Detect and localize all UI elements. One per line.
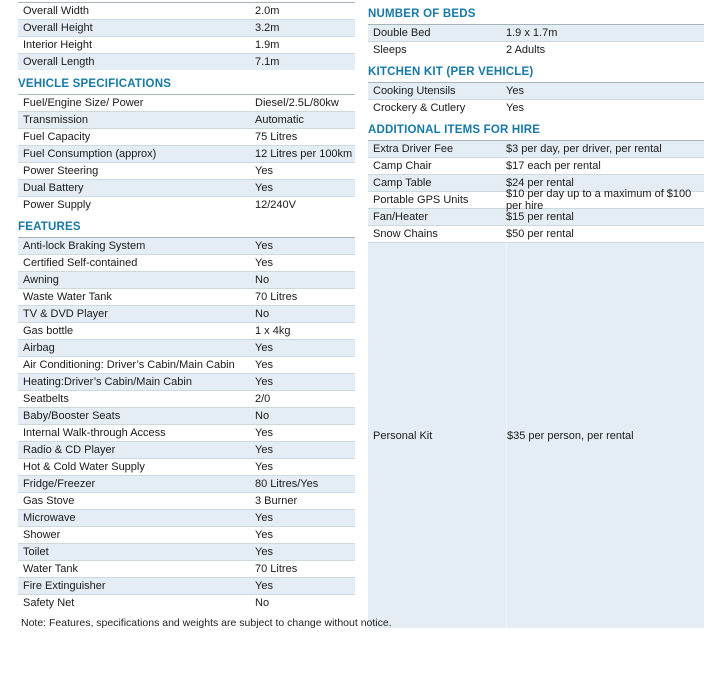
spec-row bbox=[368, 225, 704, 242]
spec-value: $10 per day up to a maximum of $100 per hire bbox=[506, 188, 692, 212]
spec-value: Yes bbox=[255, 461, 273, 473]
spec-label: Extra Driver Fee bbox=[373, 143, 454, 155]
spec-row bbox=[18, 492, 355, 509]
spec-label: Personal Kit bbox=[368, 243, 507, 628]
spec-value: $3 per day, per driver, per rental bbox=[506, 143, 662, 155]
spec-value: Yes bbox=[255, 546, 273, 558]
spec-label: Awning bbox=[23, 274, 59, 286]
spec-label: Crockery & Cutlery bbox=[373, 102, 466, 114]
spec-value: Yes bbox=[255, 444, 273, 456]
spec-label: Microwave bbox=[23, 512, 76, 524]
spec-label: Overall Width bbox=[23, 5, 90, 17]
spec-value: Yes bbox=[255, 376, 273, 388]
section-heading: VEHICLE SPECIFICATIONS bbox=[18, 78, 172, 90]
spec-value: Yes bbox=[255, 580, 273, 592]
spec-row bbox=[18, 424, 355, 441]
spec-label: Gas Stove bbox=[23, 495, 75, 507]
spec-row bbox=[18, 196, 355, 213]
spec-row bbox=[18, 322, 355, 339]
spec-row bbox=[18, 407, 355, 424]
section-heading: FEATURES bbox=[18, 221, 81, 233]
spec-row bbox=[18, 594, 355, 611]
spec-value: No bbox=[255, 410, 270, 422]
spec-row bbox=[18, 179, 355, 196]
spec-row bbox=[18, 2, 355, 19]
spec-value: Yes bbox=[255, 427, 273, 439]
spec-value: 2 Adults bbox=[506, 44, 546, 56]
spec-row bbox=[18, 111, 355, 128]
spec-row bbox=[368, 157, 704, 174]
spec-label: Overall Length bbox=[23, 56, 95, 68]
spec-row bbox=[18, 560, 355, 577]
spec-table bbox=[18, 237, 355, 611]
spec-label: Sleeps bbox=[373, 44, 407, 56]
spec-value: $35 per person, per rental bbox=[507, 429, 634, 442]
spec-label: Dual Battery bbox=[23, 182, 84, 194]
spec-value: No bbox=[255, 597, 270, 609]
spec-value: 75 Litres bbox=[255, 131, 298, 143]
spec-label: Double Bed bbox=[373, 27, 431, 39]
spec-value: 7.1m bbox=[255, 56, 280, 68]
spec-row bbox=[368, 41, 704, 58]
spec-value: Yes bbox=[255, 165, 273, 177]
spec-label: Power Steering bbox=[23, 165, 99, 177]
spec-row bbox=[368, 208, 704, 225]
spec-value: Yes bbox=[255, 342, 273, 354]
spec-value: 1.9 x 1.7m bbox=[506, 27, 558, 39]
spec-label: Fuel Consumption (approx) bbox=[23, 148, 157, 160]
spec-value: Yes bbox=[506, 102, 524, 114]
spec-row bbox=[18, 53, 355, 70]
spec-label: Safety Net bbox=[23, 597, 75, 609]
spec-label: Toilet bbox=[23, 546, 49, 558]
spec-table bbox=[368, 82, 704, 116]
spec-row bbox=[18, 475, 355, 492]
spec-row bbox=[18, 94, 355, 111]
spec-label: Overall Height bbox=[23, 22, 93, 34]
spec-label: Portable GPS Units bbox=[373, 194, 469, 206]
spec-label: Snow Chains bbox=[373, 228, 438, 240]
spec-row bbox=[368, 242, 704, 628]
spec-row bbox=[18, 36, 355, 53]
section-heading: ADDITIONAL ITEMS FOR HIRE bbox=[368, 124, 541, 136]
spec-row bbox=[18, 543, 355, 560]
spec-value: $24 per rental bbox=[506, 177, 574, 189]
spec-row bbox=[368, 24, 704, 41]
spec-row bbox=[18, 458, 355, 475]
spec-row bbox=[18, 577, 355, 594]
spec-row bbox=[18, 19, 355, 36]
spec-label: Camp Table bbox=[373, 177, 432, 189]
spec-label: Airbag bbox=[23, 342, 55, 354]
spec-label: Fuel/Engine Size/ Power bbox=[23, 97, 144, 109]
spec-value: Yes bbox=[255, 257, 273, 269]
spec-row bbox=[18, 162, 355, 179]
spec-label: Waste Water Tank bbox=[23, 291, 112, 303]
spec-label: Camp Chair bbox=[373, 160, 432, 172]
spec-label: Radio & CD Player bbox=[23, 444, 116, 456]
spec-table bbox=[368, 24, 704, 58]
spec-value: 70 Litres bbox=[255, 563, 298, 575]
spec-row bbox=[18, 509, 355, 526]
spec-value: No bbox=[255, 308, 270, 320]
spec-value: 1 x 4kg bbox=[255, 325, 291, 337]
spec-row bbox=[18, 271, 355, 288]
spec-value: Yes bbox=[255, 512, 273, 524]
spec-row bbox=[368, 82, 704, 99]
spec-label: Fire Extinguisher bbox=[23, 580, 106, 592]
spec-label: Seatbelts bbox=[23, 393, 69, 405]
spec-value: 3 Burner bbox=[255, 495, 298, 507]
section-heading: NUMBER OF BEDS bbox=[368, 8, 476, 20]
spec-value: $50 per rental bbox=[506, 228, 574, 240]
spec-value: $17 each per rental bbox=[506, 160, 601, 172]
spec-value: 2/0 bbox=[255, 393, 271, 405]
spec-value: 12/240V bbox=[255, 199, 296, 211]
spec-table bbox=[368, 140, 704, 628]
spec-label: Baby/Booster Seats bbox=[23, 410, 121, 422]
spec-row bbox=[18, 356, 355, 373]
spec-value: 80 Litres/Yes bbox=[255, 478, 319, 490]
spec-value: 2.0m bbox=[255, 5, 280, 17]
spec-value: 12 Litres per 100km bbox=[255, 148, 353, 160]
spec-value: Yes bbox=[255, 182, 273, 194]
spec-label: Internal Walk-through Access bbox=[23, 427, 166, 439]
spec-table bbox=[18, 2, 355, 70]
spec-row bbox=[18, 254, 355, 271]
left-column bbox=[18, 0, 355, 611]
spec-label: Certified Self-contained bbox=[23, 257, 138, 269]
spec-row bbox=[18, 145, 355, 162]
spec-value: Yes bbox=[255, 359, 273, 371]
spec-label: Transmission bbox=[23, 114, 88, 126]
spec-row bbox=[368, 140, 704, 157]
footnote: Note: Features, specifications and weights are subject to change without notice. bbox=[21, 617, 392, 629]
spec-label: Fan/Heater bbox=[373, 211, 429, 223]
spec-row bbox=[368, 188, 704, 212]
spec-row bbox=[18, 305, 355, 322]
spec-value: Yes bbox=[506, 85, 524, 97]
spec-row bbox=[18, 339, 355, 356]
spec-label: Water Tank bbox=[23, 563, 79, 575]
spec-label: Heating:Driver’s Cabin/Main Cabin bbox=[23, 376, 192, 388]
spec-label: Shower bbox=[23, 529, 61, 541]
spec-label: Interior Height bbox=[23, 39, 93, 51]
spec-row bbox=[18, 441, 355, 458]
spec-label: Fuel Capacity bbox=[23, 131, 91, 143]
spec-value: Diesel/2.5L/80kw bbox=[255, 97, 339, 109]
spec-value: No bbox=[255, 274, 270, 286]
spec-label: Fridge/Freezer bbox=[23, 478, 96, 490]
spec-value: 3.2m bbox=[255, 22, 280, 34]
spec-label: Gas bottle bbox=[23, 325, 74, 337]
spec-row bbox=[368, 99, 704, 116]
spec-row bbox=[18, 128, 355, 145]
spec-label: Hot & Cold Water Supply bbox=[23, 461, 145, 473]
spec-label: Air Conditioning: Driver’s Cabin/Main Cabin bbox=[23, 359, 235, 371]
spec-value: 70 Litres bbox=[255, 291, 298, 303]
spec-value: Automatic bbox=[255, 114, 304, 126]
spec-row bbox=[18, 237, 355, 254]
spec-table bbox=[18, 94, 355, 213]
spec-label: Anti-lock Braking System bbox=[23, 240, 146, 252]
spec-row bbox=[18, 373, 355, 390]
spec-row bbox=[18, 390, 355, 407]
right-column bbox=[368, 0, 704, 628]
spec-value: 1.9m bbox=[255, 39, 280, 51]
spec-label: Power Supply bbox=[23, 199, 91, 211]
spec-value: $15 per rental bbox=[506, 211, 574, 223]
spec-value: Yes bbox=[255, 240, 273, 252]
spec-row bbox=[18, 288, 355, 305]
spec-label: TV & DVD Player bbox=[23, 308, 108, 320]
spec-value: Yes bbox=[255, 529, 273, 541]
section-heading: KITCHEN KIT (PER VEHICLE) bbox=[368, 66, 534, 78]
spec-label: Cooking Utensils bbox=[373, 85, 456, 97]
spec-row bbox=[18, 526, 355, 543]
